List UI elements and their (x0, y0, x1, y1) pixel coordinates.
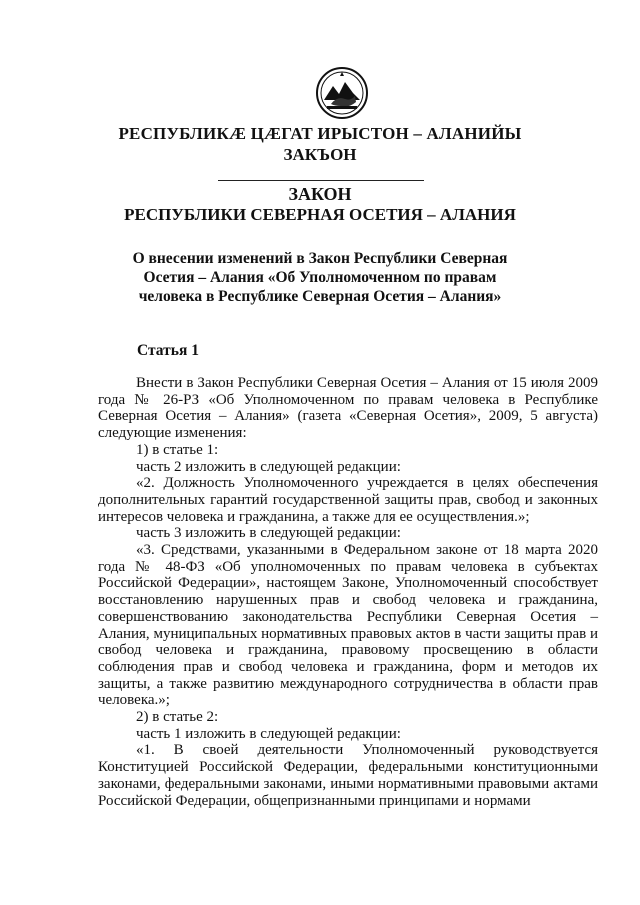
header-divider (218, 180, 424, 181)
paragraph-part-2-text: «2. Должность Уполномоченного учреждается в целях обеспечения дополнительных гарантий государственной защиты прав, свобод и законных интересов человека и гражданина, а также для ее осуществления.»; (98, 475, 598, 525)
law-title: О внесении изменений в Закон Республики Северная Осетия – Алания «Об Уполномоченном по правам человека в Республике Северная Осетия – Алания» (132, 250, 508, 305)
ossetian-republic-heading: РЕСПУБЛИКÆ ЦÆГАТ ИРЫСТОН – АЛАНИЙЫ (118, 124, 522, 143)
paragraph-part-1-instruction: часть 1 изложить в следующей редакции: (136, 725, 401, 742)
paragraph-intro: Внести в Закон Республики Северная Осетия – Алания от 15 июля 2009 года № 26-РЗ «Об Уполномоченном по правам человека в Республике Северная Осетия – Алания» (газета «Северная Осетия», 2009, 5 августа) следующие изменения: (98, 375, 598, 442)
paragraph-item-1: 1) в статье 1: (136, 441, 219, 458)
paragraph-part-3-text: «3. Средствами, указанными в Федеральном законе от 18 марта 2020 года № 48-ФЗ «Об уполномоченных по правам человека в субъектах Российской Федерации», настоящем Законе, Уполномоченный способствует восстановлению нарушенных прав и свобод человека и гражданина, совершенствованию законодательства Республики Северная Осетия – Алания, муниципальных нормативных правовых актов в части защиты прав и свобод человека и гражданина, правовому просвещению в области соблюдения прав и свобод человека и гражданина, форм и методов их защиты, а также развитию международного сотрудничества в области прав человека.»; (98, 542, 598, 709)
paragraph-part-2-instruction: часть 2 изложить в следующей редакции: (136, 458, 401, 475)
ossetian-law-heading: ЗАКЪОН (283, 145, 357, 164)
russian-law-heading: ЗАКОН (288, 184, 352, 204)
paragraph-item-2: 2) в статье 2: (136, 709, 219, 726)
paragraph-part-3-instruction: часть 3 изложить в следующей редакции: (136, 525, 401, 542)
paragraph-part-1-text: «1. В своей деятельности Уполномоченный руководствуется Конституцией Российской Федерации, федеральными конституционными законами, федеральными законами, иными нормативными правовыми актами Российской Федерации, общепризнанными принципами и нормами (98, 742, 598, 809)
coat-of-arms-emblem-icon (315, 66, 369, 120)
article-heading: Статья 1 (137, 342, 199, 359)
russian-republic-heading: РЕСПУБЛИКИ СЕВЕРНАЯ ОСЕТИЯ – АЛАНИЯ (124, 205, 516, 224)
law-body (98, 375, 598, 809)
